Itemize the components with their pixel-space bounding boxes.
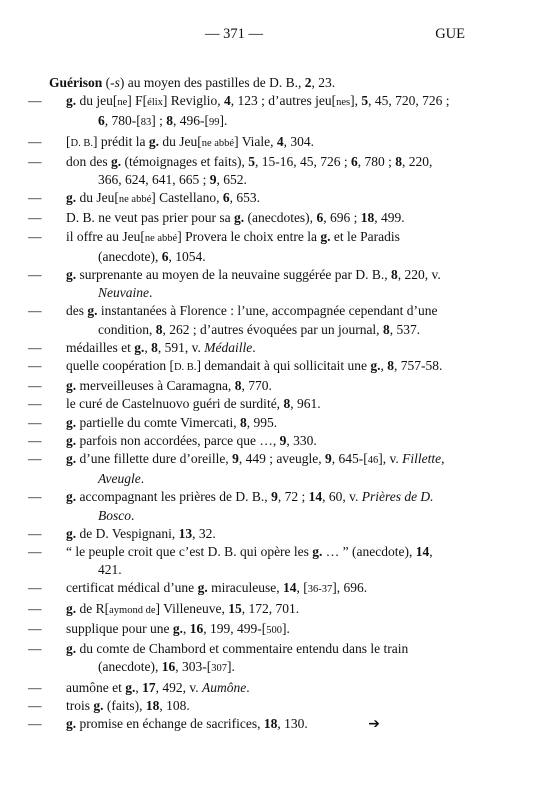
- entry-text: le curé de Castelnuovo guéri de surdité, 8, 961.: [66, 396, 321, 412]
- entry-dash: —: [28, 414, 42, 430]
- index-subentry: [0, 377, 458, 395]
- entry-text: g. partielle du comte Vimercati, 8, 995.: [66, 414, 278, 430]
- entry-text: certificat médical d’une g. miraculeuse, 14, [36-37], 696.: [66, 580, 368, 596]
- entry-text: trois g. (faits), 18, 108.: [66, 697, 190, 713]
- entry-text: g. promise en échange de sacrifices, 18, 130.: [66, 715, 308, 731]
- entry-text: g. du Jeu[ne abbé] Castellano, 6, 653.: [66, 190, 260, 206]
- page-header: [0, 26, 536, 46]
- entry-text: D. B. ne veut pas prier pour sa g. (anecdotes), 6, 696 ; 18, 499.: [66, 210, 405, 226]
- entry-dash: —: [28, 451, 42, 467]
- entry-dash: —: [28, 432, 42, 448]
- entry-dash: —: [28, 396, 42, 412]
- index-subentry: [0, 209, 458, 227]
- index-subentry: [0, 153, 458, 189]
- entry-text: [D. B.] prédit la g. du Jeu[ne abbé] Viale, 4, 304.: [66, 133, 314, 149]
- index-subentry: [0, 525, 458, 543]
- entry-text: g. merveilleuses à Caramagna, 8, 770.: [66, 378, 272, 394]
- entry-dash: —: [28, 544, 42, 560]
- index-subentry: [0, 450, 458, 488]
- entry-text: g. du comte de Chambord et commentaire entendu dans le train (anecdote), 16, 303-[307].: [66, 641, 409, 675]
- entry-text: g. de D. Vespignani, 13, 32.: [66, 525, 216, 541]
- index-subentry: [0, 715, 458, 733]
- index-subentry: [0, 620, 458, 640]
- index-subentry: [0, 600, 458, 620]
- entry-dash: —: [28, 228, 42, 244]
- entry-text: g. d’une fillette dure d’oreille, 9, 449 ; aveugle, 9, 645-[46], v. Fillette, Aveugle.: [66, 451, 445, 487]
- entry-text: g. accompagnant les prières de D. B., 9, 72 ; 14, 60, v. Prières de D. Bosco.: [66, 489, 434, 523]
- entry-dash: —: [28, 153, 42, 169]
- entry-dash: —: [28, 378, 42, 394]
- index-subentry: [0, 488, 458, 524]
- entry-dash: —: [28, 133, 42, 149]
- entry-dash: —: [28, 303, 42, 319]
- index-subentry: [0, 679, 458, 697]
- entry-text: g. surprenante au moyen de la neuvaine suggérée par D. B., 8, 220, v. Neuvaine.: [66, 267, 441, 301]
- index-subentry: [0, 266, 458, 302]
- index-subentry: [0, 92, 458, 132]
- entry-dash: —: [28, 489, 42, 505]
- index-entries: [0, 74, 536, 733]
- index-headword-entry: [0, 74, 459, 92]
- entry-dash: —: [28, 358, 42, 374]
- entry-text: des g. instantanées à Florence : l’une, accompagnée cependant d’une condition, 8, 262 ; d’autres évoquées par un journal, 8, 537.: [66, 303, 438, 337]
- entry-dash: —: [28, 715, 42, 731]
- entry-text: Guérison (-s) au moyen des pastilles de D. B., 2, 23.: [49, 75, 336, 90]
- entry-dash: —: [28, 679, 42, 695]
- index-subentry: [0, 414, 458, 432]
- entry-dash: —: [28, 267, 42, 283]
- page-number: — 371 —: [205, 26, 263, 42]
- entry-dash: —: [28, 190, 42, 206]
- entry-text: don des g. (témoignages et faits), 5, 15-16, 45, 726 ; 6, 780 ; 8, 220, 366, 624, 641, 665 ; 9, 652.: [66, 153, 433, 188]
- index-subentry: [0, 579, 458, 599]
- index-subentry: [0, 395, 458, 413]
- index-subentry: [0, 228, 458, 266]
- entry-text: quelle coopération [D. B.] demandait à qui sollicitait une g., 8, 757-58.: [66, 358, 443, 374]
- index-subentry: [0, 543, 458, 579]
- entry-dash: —: [28, 697, 42, 713]
- index-subentry: [0, 133, 458, 153]
- entry-dash: —: [28, 600, 42, 616]
- entry-text: “ le peuple croit que c’est D. B. qui opère les g. … ” (anecdote), 14, 421.: [66, 544, 433, 578]
- index-subentry: [0, 357, 458, 377]
- entry-dash: —: [28, 93, 42, 109]
- entry-text: g. parfois non accordées, parce que …, 9, 330.: [66, 432, 317, 448]
- running-head: GUE: [435, 26, 465, 42]
- entry-dash: —: [28, 339, 42, 355]
- index-subentry: [0, 339, 458, 357]
- entry-text: aumône et g., 17, 492, v. Aumône.: [66, 679, 250, 695]
- entry-dash: —: [28, 210, 42, 226]
- entry-dash: —: [28, 641, 42, 657]
- index-subentry: [0, 189, 458, 209]
- entry-text: médailles et g., 8, 591, v. Médaille.: [66, 339, 256, 355]
- entry-text: il offre au Jeu[ne abbé] Provera le choix entre la g. et le Paradis (anecdote), 6, 1054.: [66, 228, 400, 264]
- entry-dash: —: [28, 525, 42, 541]
- entry-dash: —: [28, 620, 42, 636]
- index-subentry: [0, 697, 458, 715]
- entry-text: g. de R[aymond de] Villeneuve, 15, 172, 701.: [66, 600, 300, 616]
- entry-text: supplique pour une g., 16, 199, 499-[500].: [66, 620, 290, 636]
- index-subentry: [0, 302, 458, 338]
- index-subentry: [0, 432, 458, 450]
- continued-arrow-icon: ➔: [368, 715, 380, 732]
- entry-dash: —: [28, 580, 42, 596]
- entry-text: g. du jeu[ne] F[élix] Reviglio, 4, 123 ; d’autres jeu[nes], 5, 45, 720, 726 ; 6, 780-[83] ; 8, 496-[99].: [66, 93, 450, 129]
- index-subentry: [0, 640, 458, 678]
